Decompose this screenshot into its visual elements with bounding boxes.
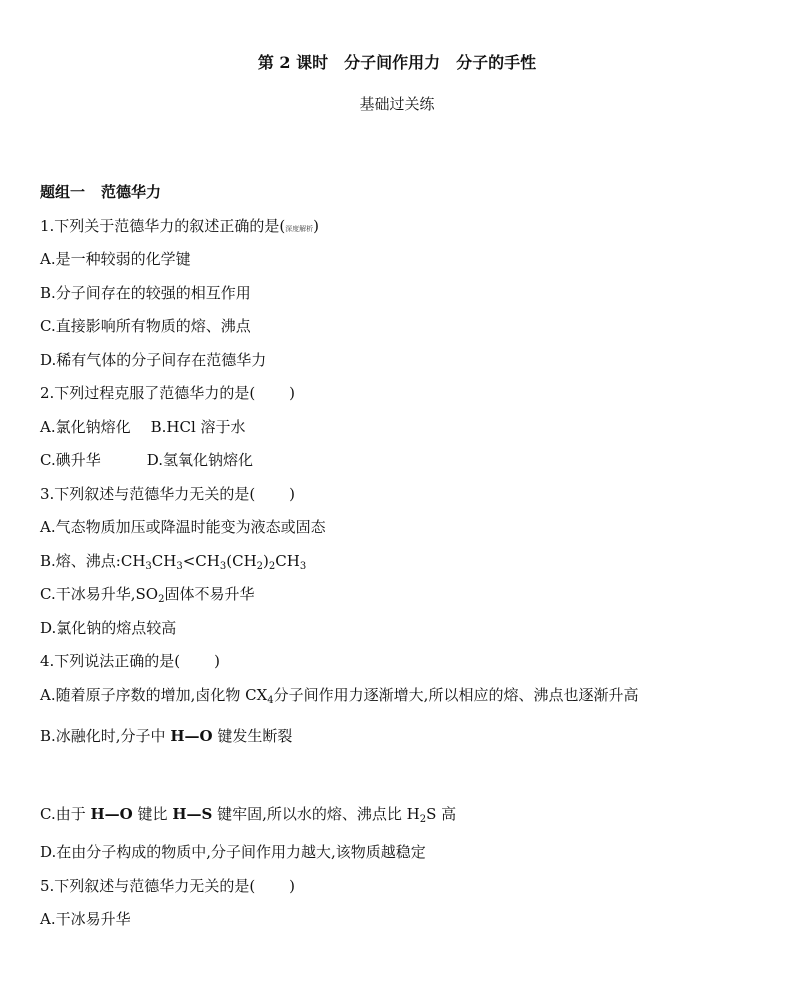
q2-option-a: A.氯化钠熔化 xyxy=(40,418,131,436)
q4-stem-text: 4.下列说法正确的是( xyxy=(40,652,181,670)
q1-close: ) xyxy=(313,217,320,235)
group-heading xyxy=(40,182,161,202)
q2-option-c: C.碘升华 xyxy=(40,451,101,469)
q4-option-c: C.由于 H—O 键比 H—S 键牢固,所以水的熔、沸点比 $H_2S$ 高 xyxy=(40,805,457,825)
q3-option-a: A.气态物质加压或降温时能变为液态或固态 xyxy=(40,518,326,536)
q3-option-b: B.熔、沸点$:CH_3CH_3<CH_3(CH_2)_2CH_3$ xyxy=(40,552,307,572)
q3-option-c: C.干冰易升华$,SO_2$固体不易升华 xyxy=(40,585,255,605)
q2-option-d: D.氢氧化钠熔化 xyxy=(146,451,253,469)
title-lesson: 第 2 课时 xyxy=(257,53,329,72)
q2-options-ab xyxy=(40,417,246,437)
q5-option-a: A.干冰易升华 xyxy=(40,910,131,928)
q4-close: ) xyxy=(214,652,221,670)
title-topic-1: 分子间作用力 xyxy=(344,53,441,72)
q1-option-b: B.分子间存在的较强的相互作用 xyxy=(40,284,251,302)
q3-stem-text: 3.下列叙述与范德华力无关的是( xyxy=(40,485,256,503)
q1-option-c: C.直接影响所有物质的熔、沸点 xyxy=(40,317,251,335)
q4-option-a: A.随着原子序数的增加,卤化物 $CX_4$分子间作用力逐渐增大,所以相应的熔、沸点也逐渐升高 xyxy=(40,686,639,706)
question-5-stem xyxy=(40,876,295,896)
q2-options-cd xyxy=(40,450,253,470)
q4-option-b: B.冰融化时,分子中 H—O 键发生断裂 xyxy=(40,727,293,745)
q1-option-d: D.稀有气体的分子间存在范德华力 xyxy=(40,351,267,369)
page-title xyxy=(0,52,794,74)
question-4-stem xyxy=(40,651,220,671)
question-1-stem xyxy=(40,216,319,239)
q1-option-a: A.是一种较弱的化学键 xyxy=(40,250,191,268)
group-label: 题组一 xyxy=(40,183,86,201)
q4-option-d: D.在由分子构成的物质中,分子间作用力越大,该物质越稳定 xyxy=(40,843,426,861)
q3-option-d: D.氯化钠的熔点较高 xyxy=(40,619,177,637)
q1-stem-text: 1.下列关于范德华力的叙述正确的是( xyxy=(40,217,286,235)
title-topic-2: 分子的手性 xyxy=(456,53,537,72)
group-name: 范德华力 xyxy=(101,183,162,201)
q3-close: ) xyxy=(289,485,296,503)
q2-close: ) xyxy=(289,384,296,402)
q5-stem-text: 5.下列叙述与范德华力无关的是( xyxy=(40,877,256,895)
q5-close: ) xyxy=(289,877,296,895)
question-2-stem xyxy=(40,383,295,403)
analysis-note[interactable]: 深度解析 xyxy=(285,225,314,233)
page-subtitle: 基础过关练 xyxy=(359,95,435,113)
q2-stem-text: 2.下列过程克服了范德华力的是( xyxy=(40,384,256,402)
q2-option-b: B.HCl 溶于水 xyxy=(150,418,246,436)
question-3-stem xyxy=(40,484,295,504)
